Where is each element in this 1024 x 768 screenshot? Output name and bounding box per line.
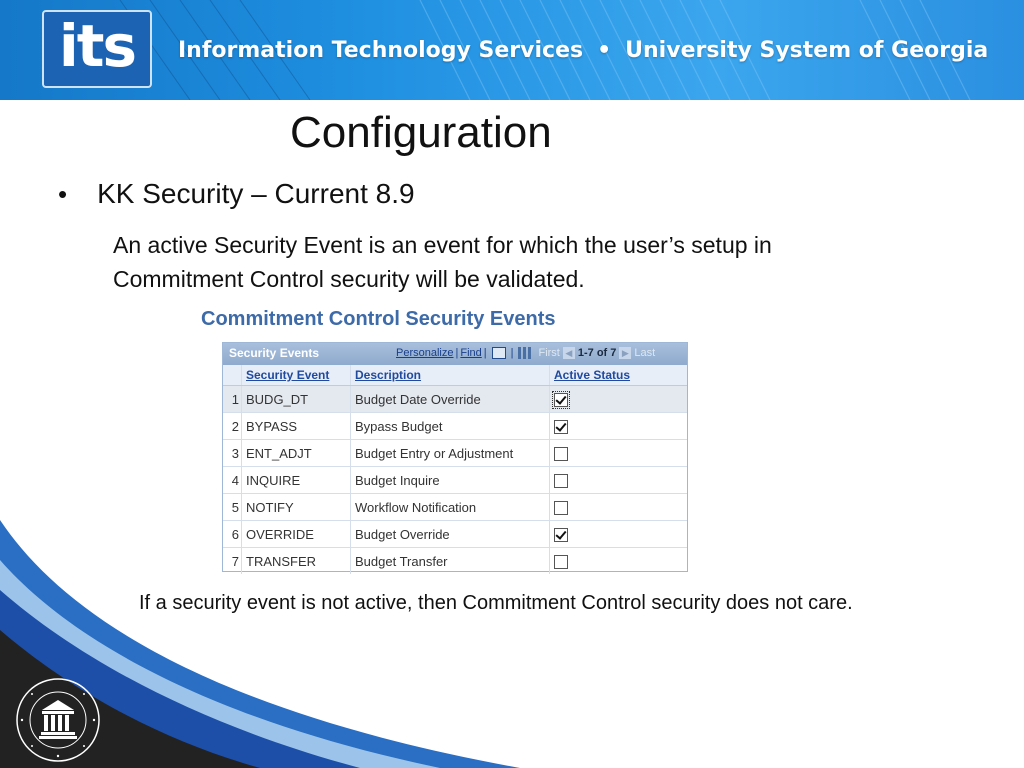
- active-status-cell: [550, 386, 688, 413]
- download-grid-icon[interactable]: [518, 347, 532, 359]
- description-cell: Budget Entry or Adjustment: [351, 440, 550, 467]
- description-cell: Bypass Budget: [351, 413, 550, 440]
- slide-title: Configuration: [290, 108, 552, 157]
- table-row: [223, 440, 687, 467]
- table-header-row: [223, 365, 687, 386]
- row-number: 2: [223, 413, 242, 440]
- row-number: 3: [223, 440, 242, 467]
- active-checkbox[interactable]: [554, 474, 568, 488]
- security-event-cell: BUDG_DT: [242, 386, 351, 413]
- explanation-paragraph: An active Security Event is an event for which the user’s setup in Commitment Control security will be validated.: [113, 232, 772, 292]
- toolbar-divider: |: [483, 347, 487, 359]
- security-event-cell: NOTIFY: [242, 494, 351, 521]
- bullet-dot: •: [58, 178, 68, 209]
- description-cell: Budget Override: [351, 521, 550, 548]
- active-status-cell: [550, 413, 688, 440]
- first-link[interactable]: First: [538, 347, 560, 359]
- personalize-link[interactable]: Personalize: [396, 347, 454, 359]
- active-checkbox[interactable]: [554, 447, 568, 461]
- active-checkbox[interactable]: [554, 501, 568, 515]
- row-number: 6: [223, 521, 242, 548]
- grid-title: Security Events: [229, 346, 320, 360]
- row-number-header: [223, 365, 242, 386]
- toolbar-divider: |: [455, 347, 459, 359]
- bullet-item: [58, 178, 415, 210]
- table-row: [223, 413, 687, 440]
- row-number: 7: [223, 548, 242, 575]
- security-event-cell: INQUIRE: [242, 467, 351, 494]
- view-all-icon[interactable]: [492, 347, 506, 359]
- security-event-cell: OVERRIDE: [242, 521, 351, 548]
- col-description[interactable]: Description: [351, 365, 550, 386]
- banner-title: [178, 38, 988, 63]
- banner-separator: •: [597, 38, 612, 63]
- col-active-status[interactable]: Active Status: [550, 365, 688, 386]
- toolbar-divider: |: [510, 347, 514, 359]
- last-link[interactable]: Last: [634, 347, 656, 359]
- active-checkbox[interactable]: [554, 393, 568, 407]
- description-cell: Budget Date Override: [351, 386, 550, 413]
- row-number: 4: [223, 467, 242, 494]
- grid-header-bar: [223, 343, 687, 365]
- next-arrow-icon[interactable]: ▶: [619, 347, 631, 359]
- footnote-text: If a security event is not active, then Commitment Control security does not care.: [139, 592, 853, 614]
- its-logo: [42, 10, 152, 88]
- bullet-text: KK Security – Current 8.9: [97, 178, 415, 209]
- table-row: [223, 386, 687, 413]
- header-banner: [0, 0, 1024, 100]
- active-checkbox[interactable]: [554, 420, 568, 434]
- panel-heading: Commitment Control Security Events: [201, 308, 556, 330]
- col-security-event[interactable]: Security Event: [242, 365, 351, 386]
- active-status-cell: [550, 494, 688, 521]
- logo-text: its: [58, 12, 136, 80]
- org-left: Information Technology Services: [178, 38, 584, 63]
- active-status-cell: [550, 440, 688, 467]
- security-event-cell: BYPASS: [242, 413, 351, 440]
- table-row: [223, 494, 687, 521]
- description-cell: Budget Inquire: [351, 467, 550, 494]
- description-cell: Workflow Notification: [351, 494, 550, 521]
- table-row: [223, 467, 687, 494]
- active-status-cell: [550, 467, 688, 494]
- org-right: University System of Georgia: [625, 38, 989, 63]
- security-event-cell: ENT_ADJT: [242, 440, 351, 467]
- board-of-regents-seal: [14, 676, 102, 764]
- row-number: 5: [223, 494, 242, 521]
- prev-arrow-icon[interactable]: ◀: [563, 347, 575, 359]
- grid-toolbar: [396, 347, 655, 359]
- security-event-cell: TRANSFER: [242, 548, 351, 575]
- description-cell: Budget Transfer: [351, 548, 550, 575]
- footer-swoosh: [0, 520, 1024, 768]
- find-link[interactable]: Find: [460, 347, 482, 359]
- row-number: 1: [223, 386, 242, 413]
- row-count: 1-7 of 7: [577, 347, 617, 359]
